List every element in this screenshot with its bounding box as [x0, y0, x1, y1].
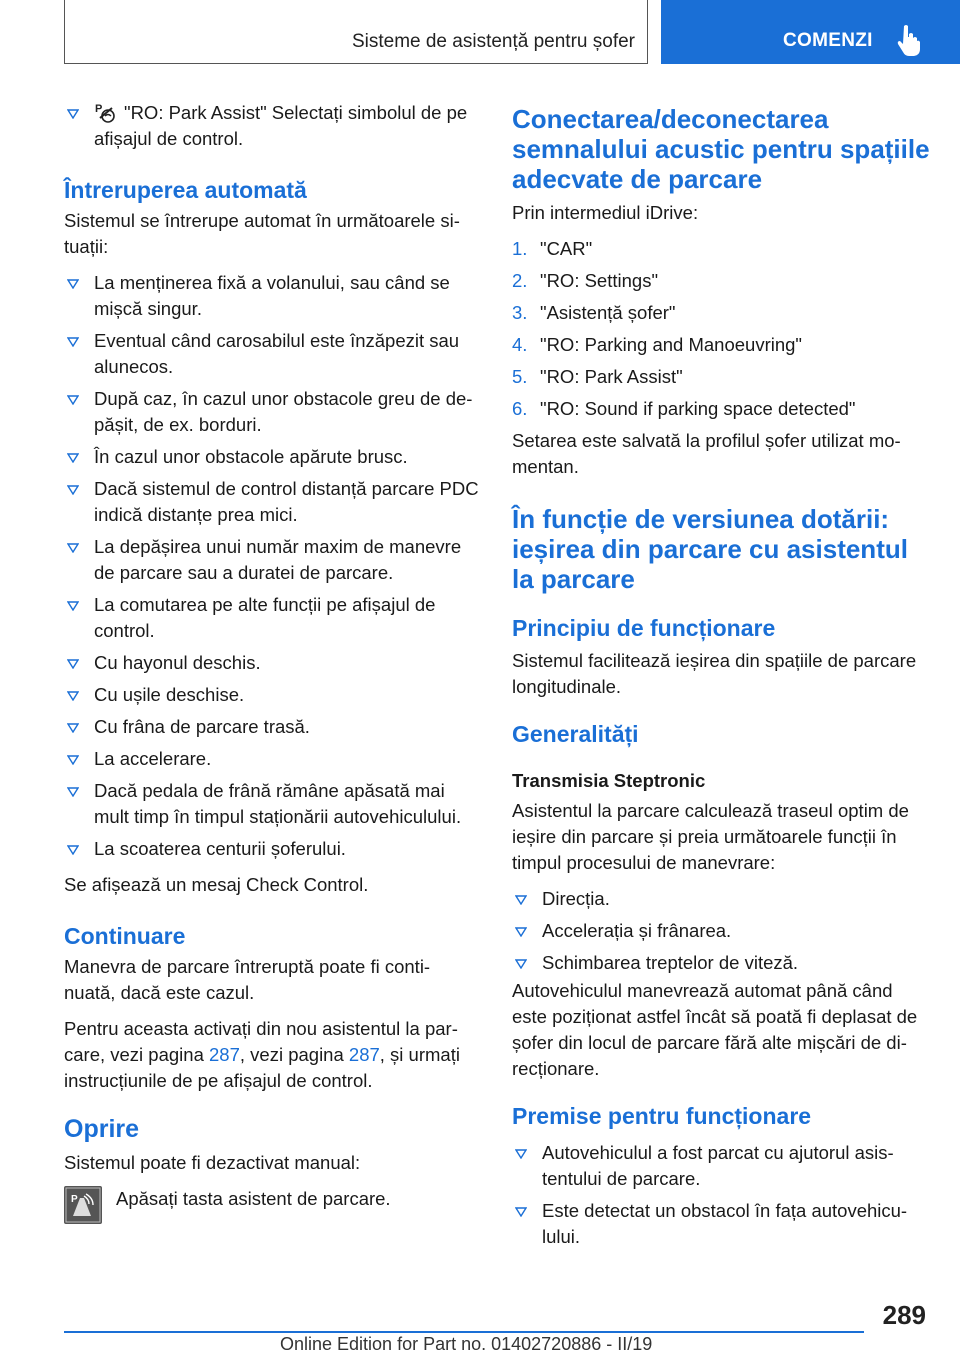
section-title: Sisteme de asistență pentru șofer [351, 31, 635, 52]
triangle-bullet-icon [515, 959, 527, 969]
prereq-list [512, 1140, 932, 1250]
right-column [512, 104, 932, 1250]
heading-stop: Oprire [64, 1115, 140, 1143]
continue-p2 [64, 1016, 480, 1094]
park-assist-icon [94, 102, 118, 124]
auto-stop-outro: Se afișează un mesaj Check Control. [64, 874, 369, 895]
header-tab[interactable] [661, 0, 960, 64]
footer-divider [64, 1331, 864, 1333]
tab-label: COMENZI [783, 30, 873, 51]
list-item-text: Direcția. [542, 888, 610, 909]
list-item [64, 682, 480, 708]
step-text: "RO: Parking and Manoeuvring" [540, 334, 802, 355]
park-assist-button-text: Apăsați tasta asistent de parcare. [116, 1188, 391, 1209]
heading-principle: Principiu de funcționare [512, 615, 776, 641]
list-item [64, 714, 480, 740]
triangle-bullet-icon [67, 755, 79, 765]
list-item-text: În cazul unor obstacole apărute brusc. [94, 446, 408, 467]
step-number: 1. [512, 238, 528, 259]
triangle-bullet-icon [67, 279, 79, 289]
step-text: "RO: Sound if parking space detected" [540, 398, 856, 419]
step-number: 3. [512, 302, 528, 323]
numbered-step [512, 364, 932, 390]
auto-stop-intro: Sistemul se întrerupe automat în următoarele si-tuații: [64, 210, 460, 257]
list-item [64, 836, 480, 862]
list-item-text: Cu hayonul deschis. [94, 652, 261, 673]
list-item-text: Accelerația și frânarea. [542, 920, 732, 941]
list-item-text: La scoaterea centurii șoferului. [94, 838, 346, 859]
triangle-bullet-icon [67, 453, 79, 463]
list-item-text: Eventual când carosabilul este înzăpezit sau alunecos. [94, 330, 460, 377]
continue-p2-b: , vezi pagina [239, 1044, 349, 1065]
triangle-bullet-icon [515, 1207, 527, 1217]
steptronic-list [512, 886, 932, 976]
list-item-text: La accelerare. [94, 748, 212, 769]
list-item-text: Schimbarea treptelor de viteză. [542, 952, 799, 973]
list-item [512, 1140, 932, 1192]
continue-p1: Manevra de parcare întreruptă poate fi conti-nuată, dacă este cazul. [64, 956, 431, 1003]
triangle-bullet-icon [67, 845, 79, 855]
list-item-text: Este detectat un obstacol în fața autovehicu-lului. [542, 1200, 908, 1247]
page-link-287[interactable]: 287 [209, 1044, 240, 1065]
svg-text:P: P [95, 103, 103, 115]
triangle-bullet-icon [67, 601, 79, 611]
list-item [64, 270, 480, 322]
step-text: "RO: Settings" [540, 270, 659, 291]
triangle-bullet-icon [515, 895, 527, 905]
list-item [64, 386, 480, 438]
hand-pointer-icon [895, 24, 923, 56]
sound-outro: Setarea este salvată la profilul șofer utilizat mo-mentan. [512, 430, 901, 477]
principle-text: Sistemul facilitează ieșirea din spațiile de parcare longitudinale. [512, 650, 917, 697]
first-item-text: "RO: Park Assist" Selectați simbolul de pe afișajul de control. [94, 102, 468, 149]
continue-p2-c: , și urmați instrucțiunile de pe afișajul de control. [64, 1044, 460, 1091]
list-item [512, 950, 932, 976]
list-item-text: Cu frâna de parcare trasă. [94, 716, 310, 737]
steptronic-text: Asistentul la parcare calculează traseul optim de ieșire din parcare și preia următoarele funcții în timpul procesului de manevrare: [512, 800, 909, 873]
heading-continue: Continuare [64, 923, 186, 949]
continue-p2-a: Pentru aceasta activați din nou asistentul la par-care, vezi pagina [64, 1018, 458, 1065]
numbered-step [512, 300, 932, 326]
step-text: "CAR" [540, 238, 593, 259]
triangle-bullet-icon [67, 543, 79, 553]
triangle-bullet-icon [67, 395, 79, 405]
stop-p1: Sistemul poate fi dezactivat manual: [64, 1152, 361, 1173]
list-item-text: Cu ușile deschise. [94, 684, 245, 705]
step-number: 2. [512, 270, 528, 291]
list-item-text: Dacă pedala de frână rămâne apăsată mai mult timp în timpul staționării autovehiculului. [94, 780, 462, 827]
park-assist-button-icon [64, 1186, 102, 1224]
triangle-bullet-icon [515, 1149, 527, 1159]
step-number: 6. [512, 398, 528, 419]
list-item [64, 476, 480, 528]
header-section-box [64, 0, 648, 64]
sound-steps-list [512, 236, 932, 422]
list-item-text: La menținerea fixă a volanului, sau când se mișcă singur. [94, 272, 450, 319]
footer-edition: Online Edition for Part no. 01402720886 - II/19 [280, 1334, 653, 1354]
list-item-text: La comutarea pe alte funcții pe afișajul de control. [94, 594, 436, 641]
heading-prereq: Premise pentru funcționare [512, 1103, 812, 1129]
triangle-bullet-icon [67, 659, 79, 669]
numbered-step [512, 268, 932, 294]
list-item-text: La depășirea unui număr maxim de manevre de parcare sau a duratei de parcare. [94, 536, 462, 583]
step-text: "Asistență șofer" [540, 302, 676, 323]
list-item [64, 746, 480, 772]
step-number: 4. [512, 334, 528, 355]
numbered-step [512, 396, 932, 422]
numbered-step [512, 236, 932, 262]
list-item [64, 100, 480, 152]
steptronic-outro: Autovehiculul manevrează automat până când este poziționat astfel încât să poată fi deplasat de șofer din locul de parcare fără alte mișcări de di-recționare. [512, 980, 918, 1079]
sound-intro: Prin intermediul iDrive: [512, 202, 699, 223]
list-item-text: Autovehiculul a fost parcat cu ajutorul asis-tentului de parcare. [542, 1142, 894, 1189]
step-number: 5. [512, 366, 528, 387]
park-assist-button-row [64, 1186, 480, 1212]
triangle-bullet-icon [67, 723, 79, 733]
step-text: "RO: Park Assist" [540, 366, 683, 387]
page-number: 289 [882, 1300, 926, 1330]
heading-steptronic: Transmisia Steptronic [512, 770, 706, 791]
numbered-step [512, 332, 932, 358]
list-item [512, 918, 932, 944]
heading-sound: Conectarea/deconectarea semnalului acustic pentru spațiile adecvate de parcare [512, 104, 930, 194]
left-column [64, 100, 480, 1212]
triangle-bullet-icon [515, 927, 527, 937]
triangle-bullet-icon [67, 485, 79, 495]
triangle-bullet-icon [67, 787, 79, 797]
triangle-bullet-icon [67, 109, 79, 119]
heading-exit: În funcție de versiunea dotării: ieșirea din parcare cu asistentul la parcare [512, 504, 908, 594]
svg-text:P: P [71, 1194, 78, 1205]
heading-general: Generalități [512, 721, 639, 747]
triangle-bullet-icon [67, 337, 79, 347]
triangle-bullet-icon [67, 691, 79, 701]
page-link-287-second[interactable]: 287 [348, 1044, 380, 1065]
list-item [512, 886, 932, 912]
list-item-text: După caz, în cazul unor obstacole greu de de-pășit, de ex. borduri. [94, 388, 473, 435]
list-item [64, 650, 480, 676]
heading-auto-stop: Întreruperea automată [64, 177, 307, 203]
list-item [512, 1198, 932, 1250]
auto-stop-list [64, 270, 480, 862]
list-item [64, 778, 480, 830]
list-item [64, 534, 480, 586]
list-item-text: Dacă sistemul de control distanță parcare PDC indică distanțe prea mici. [94, 478, 479, 525]
list-item [64, 444, 480, 470]
list-item [64, 592, 480, 644]
list-item [64, 328, 480, 380]
